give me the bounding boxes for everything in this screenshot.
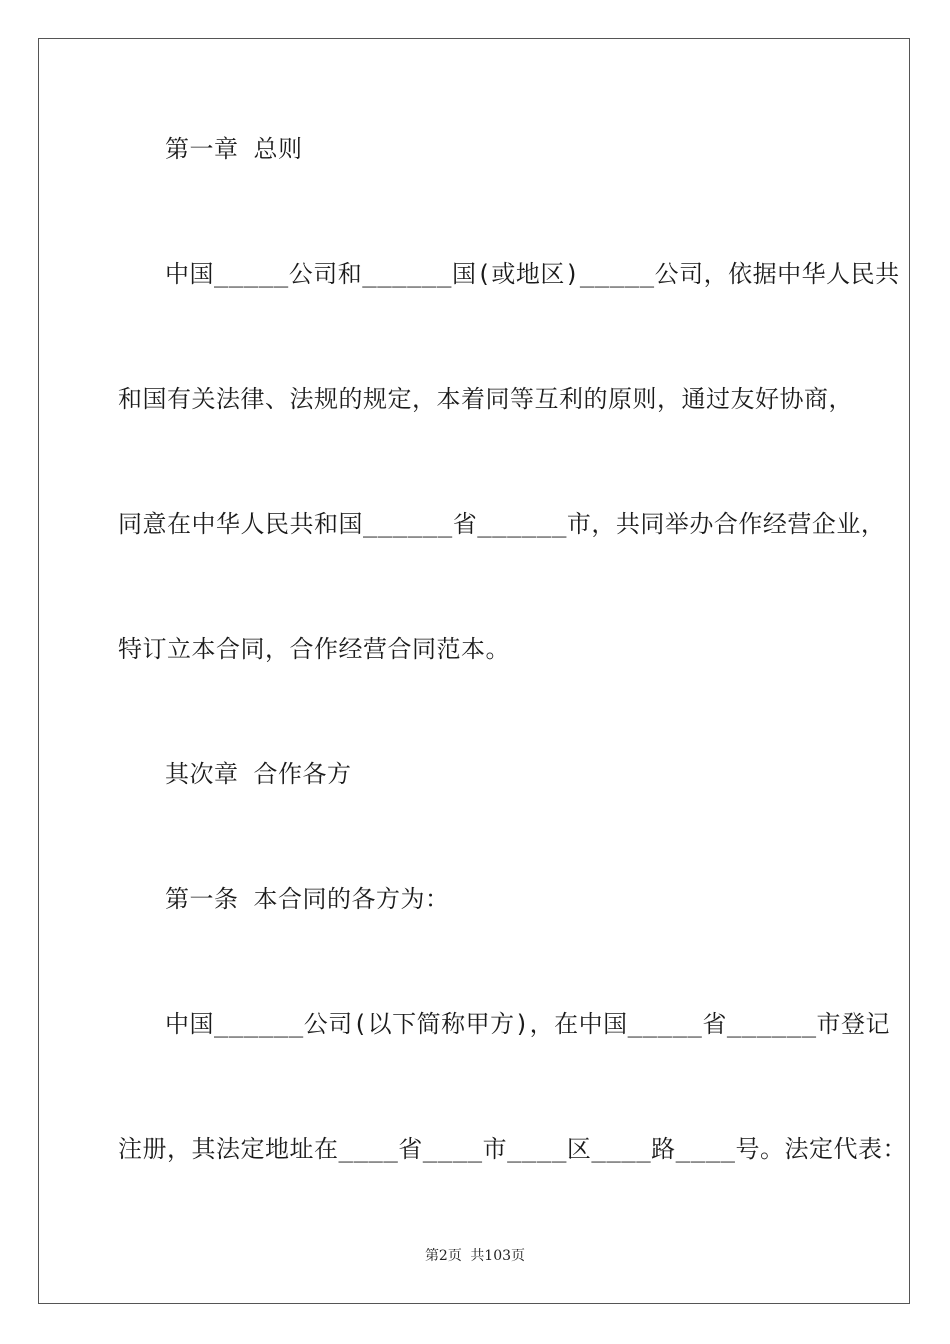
paragraph-line: 特订立本合同，合作经营合同范本。 bbox=[118, 635, 510, 663]
paragraph-line: 中国______公司(以下简称甲方)，在中国_____省______市登记 bbox=[165, 1010, 891, 1038]
article-1-heading: 第一条 本合同的各方为： bbox=[165, 885, 450, 913]
paragraph-line: 中国_____公司和______国(或地区)_____公司，依据中华人民共 bbox=[165, 260, 900, 288]
page-number: 第2页 bbox=[424, 1248, 462, 1264]
chapter-1-heading: 第一章 总则 bbox=[165, 135, 303, 163]
page-footer bbox=[0, 1246, 950, 1266]
paragraph-line: 和国有关法律、法规的规定，本着同等互利的原则，通过友好协商， bbox=[118, 385, 853, 413]
chapter-2-heading: 其次章 合作各方 bbox=[165, 760, 352, 788]
total-pages: 共103页 bbox=[470, 1248, 526, 1264]
paragraph-line: 同意在中华人民共和国______省______市，共同举办合作经营企业， bbox=[118, 510, 886, 538]
page-border bbox=[38, 38, 910, 1304]
paragraph-line: 注册，其法定地址在____省____市____区____路____号。法定代表： bbox=[118, 1135, 907, 1163]
